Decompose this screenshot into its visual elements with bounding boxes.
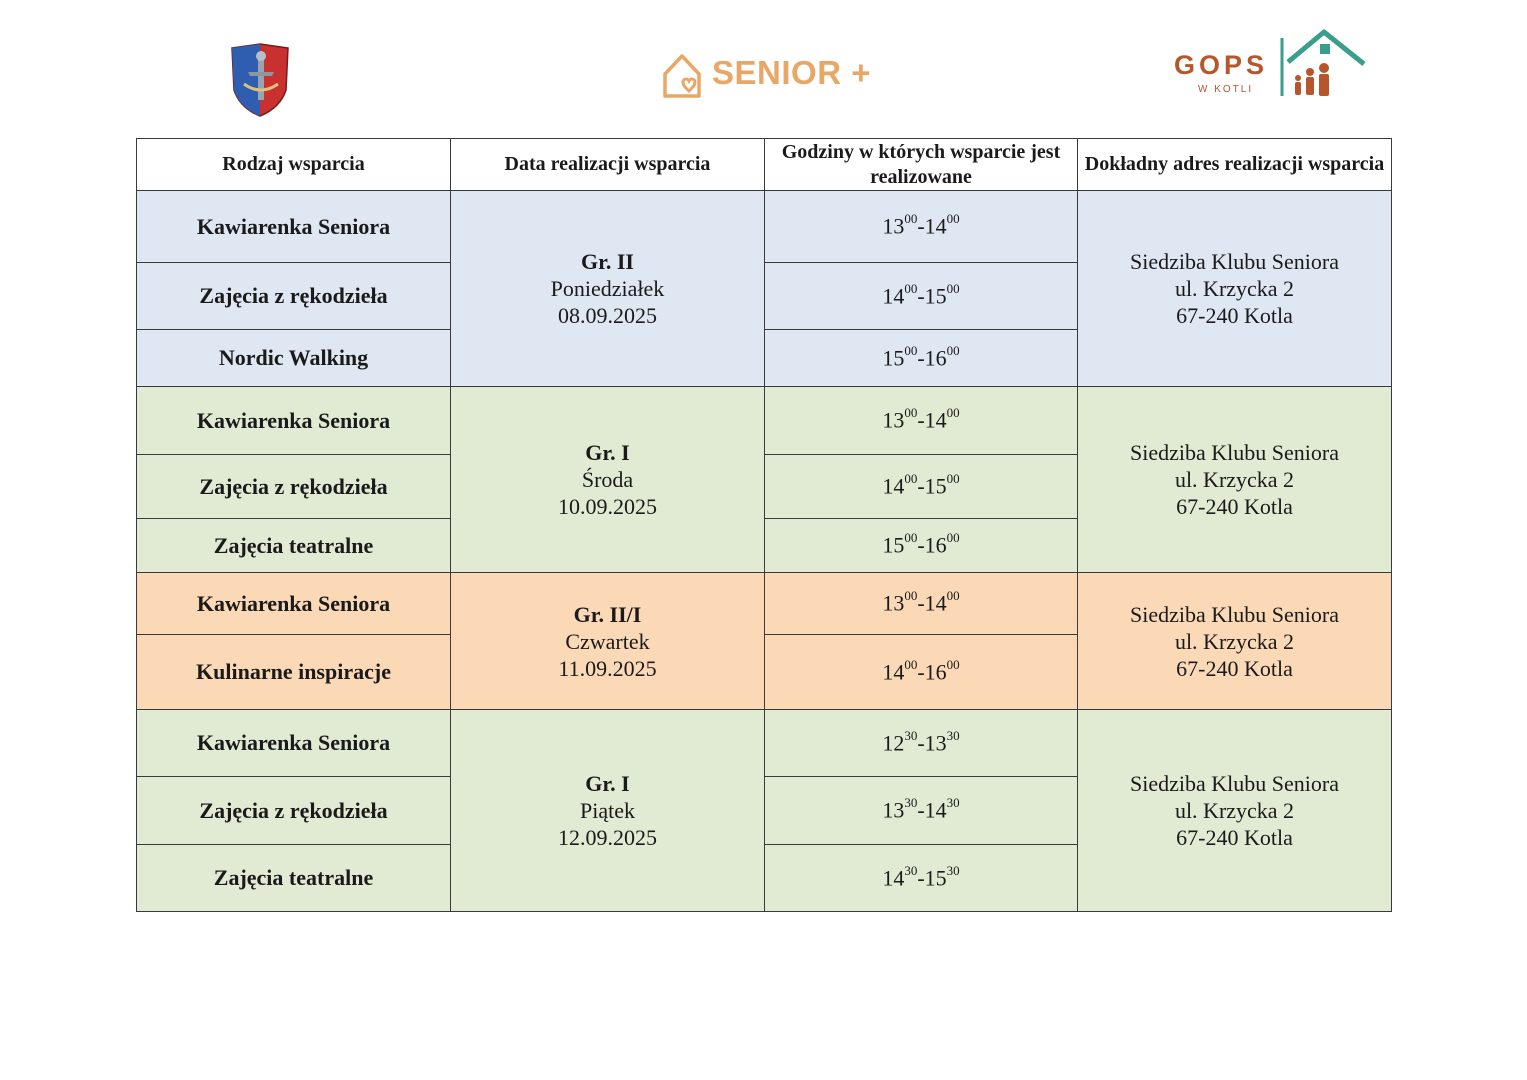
date-cell xyxy=(451,191,765,387)
activity-cell: Nordic Walking xyxy=(137,330,451,387)
hours-cell: $14^{00}-16^{00}$ xyxy=(765,635,1078,710)
hours-cell: $15^{00}-16^{00}$ xyxy=(765,519,1078,573)
address-cell: Siedziba Klubu Seniora ul. Krzycka 2 67-240 Kotla xyxy=(1078,191,1392,387)
hours-cell: $12^{30}-13^{30}$ xyxy=(765,710,1078,777)
activity-cell: Kawiarenka Seniora xyxy=(137,710,451,777)
date-cell xyxy=(451,387,765,573)
activity-cell: Zajęcia z rękodzieła xyxy=(137,777,451,845)
family-house-icon xyxy=(1278,28,1368,102)
date-label: 12.09.2025 xyxy=(558,825,657,850)
hours-cell: $13^{00}-14^{00}$ xyxy=(765,191,1078,263)
table-row xyxy=(137,710,1392,777)
group-label: Gr. I xyxy=(585,440,630,465)
date-cell xyxy=(451,573,765,710)
address-cell: Siedziba Klubu Seniora ul. Krzycka 2 67-240 Kotla xyxy=(1078,710,1392,912)
hours-cell: $13^{00}-14^{00}$ xyxy=(765,387,1078,455)
table-row xyxy=(137,573,1392,635)
table-row xyxy=(137,387,1392,455)
hours-cell: $13^{30}-14^{30}$ xyxy=(765,777,1078,845)
date-label: 10.09.2025 xyxy=(558,494,657,519)
gops-logo xyxy=(1168,28,1368,102)
activity-cell: Zajęcia teatralne xyxy=(137,845,451,912)
hours-cell: $14^{30}-15^{30}$ xyxy=(765,845,1078,912)
header-activity-type: Rodzaj wsparcia xyxy=(137,139,451,191)
day-label: Piątek xyxy=(580,798,635,823)
table-row xyxy=(137,191,1392,263)
header-hours: Godziny w których wsparcie jest realizowane xyxy=(765,139,1078,191)
hours-cell: $14^{00}-15^{00}$ xyxy=(765,455,1078,519)
date-label: 08.09.2025 xyxy=(558,303,657,328)
activity-cell: Kulinarne inspiracje xyxy=(137,635,451,710)
activity-cell: Kawiarenka Seniora xyxy=(137,191,451,263)
municipality-crest-logo xyxy=(228,42,292,118)
house-heart-icon xyxy=(660,48,714,102)
hours-cell: $13^{00}-14^{00}$ xyxy=(765,573,1078,635)
header-date: Data realizacji wsparcia xyxy=(451,139,765,191)
date-cell xyxy=(451,710,765,912)
group-label: Gr. I xyxy=(585,771,630,796)
group-label: Gr. II xyxy=(581,249,634,274)
header-address: Dokładny adres realizacji wsparcia xyxy=(1078,139,1392,191)
gops-text: GOPS xyxy=(1174,50,1269,80)
address-cell: Siedziba Klubu Seniora ul. Krzycka 2 67-240 Kotla xyxy=(1078,573,1392,710)
hours-cell: $15^{00}-16^{00}$ xyxy=(765,330,1078,387)
activity-cell: Kawiarenka Seniora xyxy=(137,573,451,635)
day-label: Środa xyxy=(581,467,634,492)
address-cell: Siedziba Klubu Seniora ul. Krzycka 2 67-240 Kotla xyxy=(1078,387,1392,573)
hours-cell: $14^{00}-15^{00}$ xyxy=(765,263,1078,330)
senior-plus-logo xyxy=(660,48,870,102)
schedule-table xyxy=(136,138,1392,912)
activity-cell: Kawiarenka Seniora xyxy=(137,387,451,455)
day-label: Poniedziałek xyxy=(550,276,665,301)
activity-cell: Zajęcia z rękodzieła xyxy=(137,263,451,330)
activity-cell: Zajęcia teatralne xyxy=(137,519,451,573)
day-label: Czwartek xyxy=(565,628,650,654)
header-row xyxy=(137,139,1392,191)
activity-cell: Zajęcia z rękodzieła xyxy=(137,455,451,519)
group-label: Gr. II/I xyxy=(573,601,642,627)
date-label: 11.09.2025 xyxy=(558,655,657,681)
senior-plus-text: SENIOR + xyxy=(712,54,871,91)
gops-subtitle: W KOTLI xyxy=(1198,84,1254,95)
